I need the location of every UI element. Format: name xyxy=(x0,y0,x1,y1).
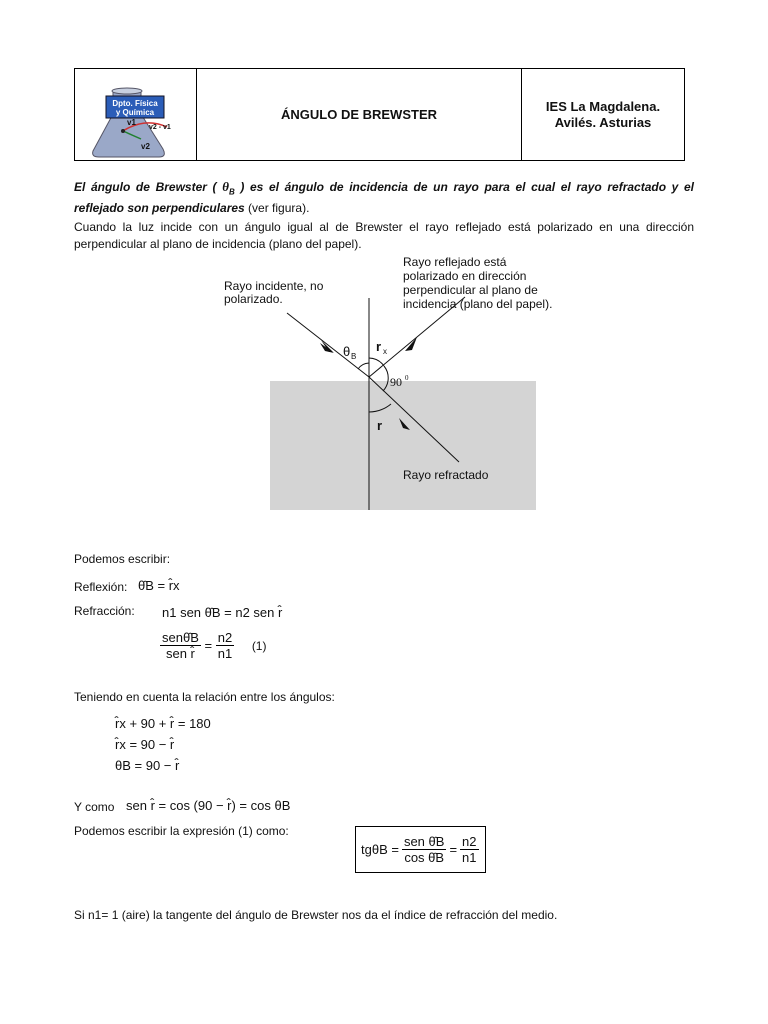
ratio-left-fraction xyxy=(160,630,201,661)
ycomo-label: Y como xyxy=(74,800,115,814)
ratio-equation: $\frac{\text{senθ̂B}}{\text{sen r̂}}$ = $\frac{n2}{n1}$ (1) xyxy=(162,630,267,661)
intro-part1: El ángulo de Brewster ( xyxy=(74,180,217,194)
box-denominator: cos θ̂B xyxy=(404,850,445,865)
refracting-medium xyxy=(270,381,536,510)
angle-relation-3: θB = 90 − r̂ xyxy=(115,758,180,773)
box-rhs-numerator: n2 xyxy=(462,834,477,849)
intro-theta: θ xyxy=(222,179,229,194)
rx-arc xyxy=(369,358,384,366)
final-sentence: Si n1= 1 (aire) la tangente del ángulo de Brewster nos da el índice de refracción del medio. xyxy=(74,908,558,922)
box-left-fraction xyxy=(402,834,446,865)
angle-relation-1: r̂x + 90 + r̂ = 180 xyxy=(115,716,211,731)
refracted-label: Rayo refractado xyxy=(403,468,489,482)
logo-v1: v1 xyxy=(127,118,136,127)
intro-theta-sub: B xyxy=(228,187,235,197)
equation-number: (1) xyxy=(251,638,267,653)
refraccion-label: Refracción: xyxy=(74,604,135,618)
ycomo-equation: sen r̂ = cos (90 − r̂) = cos θB xyxy=(126,798,291,813)
intro-tail: (ver figura). xyxy=(244,201,310,216)
rx-label: r xyxy=(376,339,382,354)
reflexion-equation: θ̂B = r̂x xyxy=(138,578,180,593)
reflexion-label: Reflexión: xyxy=(74,580,128,594)
page-title: ÁNGULO DE BREWSTER xyxy=(281,107,437,122)
r-label: r xyxy=(377,418,383,433)
angle-label-sup: 0 xyxy=(405,374,409,382)
incident-label-1: Rayo incidente, no xyxy=(224,279,324,293)
box-right-fraction xyxy=(460,834,478,865)
angle-label: 90 xyxy=(390,375,402,389)
refraccion-equation: n1 sen θ̂B = n2 sen r̂ xyxy=(162,605,283,620)
podemos-text: Podemos escribir: xyxy=(74,552,171,566)
reflected-label-2: polarizado en dirección xyxy=(403,269,527,283)
theta-arc xyxy=(358,363,369,369)
ratio-right-fraction xyxy=(216,630,234,661)
ratio-rhs-denominator: n1 xyxy=(217,646,233,661)
incident-ray xyxy=(287,313,369,377)
tangent-formula-box xyxy=(355,826,486,873)
teniendo-text: Teniendo en cuenta la relación entre los ángulos: xyxy=(74,690,335,704)
paragraph-polarization: Cuando la luz incide con un ángulo igual al de Brewster el rayo reflejado está polarizado en una dirección perpendicular al plano de incidencia (plano del papel). xyxy=(74,220,694,251)
school-line-1: IES La Magdalena. xyxy=(545,98,661,114)
logo-text-2: y Química xyxy=(115,108,155,117)
ratio-numerator: senθ̂B xyxy=(162,630,199,645)
theta-label-sub: B xyxy=(351,352,357,361)
box-rhs-denominator: n1 xyxy=(462,850,477,865)
podemos2-text: Podemos escribir la expresión (1) como: xyxy=(74,824,289,838)
reflected-label-3: perpendicular al plano de xyxy=(403,283,538,297)
box-numerator: sen θ̂B xyxy=(403,834,445,849)
angle-relation-2: r̂x = 90 − r̂ xyxy=(115,737,175,752)
ratio-denominator: sen r̂ xyxy=(165,646,195,661)
logo-diff: v2 - v1 xyxy=(149,124,171,131)
ratio-rhs-numerator: n2 xyxy=(217,630,233,645)
box-lhs: tgθB = xyxy=(361,842,399,857)
theta-label: θ xyxy=(343,344,351,359)
reflected-arrow-icon xyxy=(405,337,417,351)
school-line-2: Avilés. Asturias xyxy=(554,114,652,130)
reflected-label-4: incidencia (plano del papel). xyxy=(403,297,553,311)
logo-v2: v2 xyxy=(141,142,150,151)
intro-part2: ) es el ángulo de incidencia de un rayo para el cual el rayo refractado y el reflejado son perpendiculares xyxy=(74,180,694,216)
logo-text-1: Dpto. Física xyxy=(112,99,158,108)
rx-label-sub: x xyxy=(383,347,387,356)
reflected-label-1: Rayo reflejado está xyxy=(403,255,507,269)
tangent-formula: tgθB = $\frac{\text{sen θ̂B}}{\text{cos θ̂B}}$ = $\frac{n2}{n1}$ xyxy=(361,834,477,865)
incident-label-2: polarizado. xyxy=(224,292,283,306)
